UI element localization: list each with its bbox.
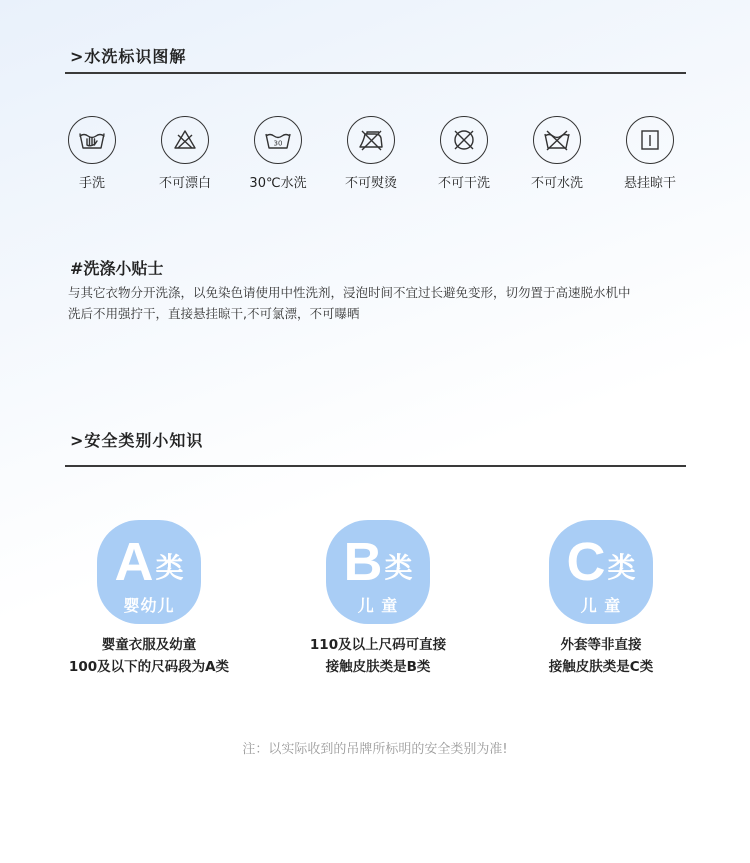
- safety-category-row: [0, 520, 750, 690]
- category-a-desc-line-2: 100及以下的尺码段为A类: [68, 659, 230, 675]
- no-water-wash-icon: [533, 116, 581, 164]
- category-b-badge: [326, 520, 430, 624]
- hand-wash-icon: [68, 116, 116, 164]
- wash-item-no-dry-clean: [418, 116, 510, 191]
- wash-label-no-water-wash: 不可水洗: [530, 176, 583, 191]
- category-a-desc-line-1: 婴童衣服及幼童: [101, 637, 197, 653]
- category-b-suffix: 类: [384, 551, 413, 584]
- hang-dry-icon: [626, 116, 674, 164]
- wash-item-no-iron: [325, 116, 417, 191]
- wash-label-hand-wash: 手洗: [78, 176, 105, 191]
- category-b-description: [273, 634, 483, 678]
- wash-label-no-iron: 不可熨烫: [344, 176, 397, 191]
- tips-title: #洗涤小贴士: [70, 259, 164, 278]
- tips-text: [68, 282, 688, 324]
- tips-line-1: 与其它衣物分开洗涤，以免染色请使用中性洗剂，浸泡时间不宜过长避免变形，切勿置于高速脱水机中: [68, 285, 631, 300]
- wash-section-title: >水洗标识图解: [70, 47, 187, 66]
- tips-line-2: 洗后不用强拧干，直接悬挂晾干,不可氯漂，不可曝晒: [68, 306, 360, 321]
- category-b-letter: B: [343, 532, 383, 592]
- wash-label-wash-30: 30℃水洗: [249, 176, 307, 191]
- category-c-description: [496, 634, 706, 678]
- safety-item-b: [273, 520, 483, 678]
- category-b-desc-line-1: 110及以上尺码可直接: [309, 637, 447, 653]
- wash-30-icon: [254, 116, 302, 164]
- wash-item-wash-30: [232, 116, 324, 191]
- category-b-desc-line-2: 接触皮肤类是B类: [325, 659, 431, 675]
- wash-item-no-bleach: [139, 116, 231, 191]
- wash-label-hang-dry: 悬挂晾干: [623, 176, 676, 191]
- wash-section-divider: [65, 72, 686, 74]
- safety-section-title: >安全类别小知识: [70, 431, 204, 450]
- category-c-desc-line-1: 外套等非直接: [560, 637, 642, 653]
- category-b-audience: 儿 童: [357, 596, 399, 615]
- wash-item-no-water-wash: [511, 116, 603, 191]
- safety-item-c: [496, 520, 706, 678]
- wash-30-temp: 30: [273, 139, 283, 148]
- category-c-badge: [549, 520, 653, 624]
- no-dry-clean-icon: [440, 116, 488, 164]
- category-c-desc-line-2: 接触皮肤类是C类: [548, 659, 654, 675]
- category-c-letter: C: [566, 532, 606, 592]
- category-c-audience: 儿 童: [580, 596, 622, 615]
- safety-section-divider: [65, 465, 686, 467]
- category-a-letter: A: [114, 532, 154, 592]
- no-iron-icon: [347, 116, 395, 164]
- wash-symbol-row: [46, 116, 696, 196]
- wash-item-hang-dry: [604, 116, 696, 191]
- category-c-suffix: 类: [607, 551, 636, 584]
- wash-item-hand-wash: [46, 116, 138, 191]
- wash-label-no-dry-clean: 不可干洗: [437, 176, 490, 191]
- no-bleach-icon: [161, 116, 209, 164]
- safety-item-a: [44, 520, 254, 678]
- category-a-suffix: 类: [155, 551, 184, 584]
- footnote: 注：以实际收到的吊牌所标明的安全类别为准!: [242, 742, 508, 757]
- category-a-description: [44, 634, 254, 678]
- wash-label-no-bleach: 不可漂白: [158, 176, 211, 191]
- category-a-badge: [97, 520, 201, 624]
- category-a-audience: 婴幼儿: [123, 596, 175, 615]
